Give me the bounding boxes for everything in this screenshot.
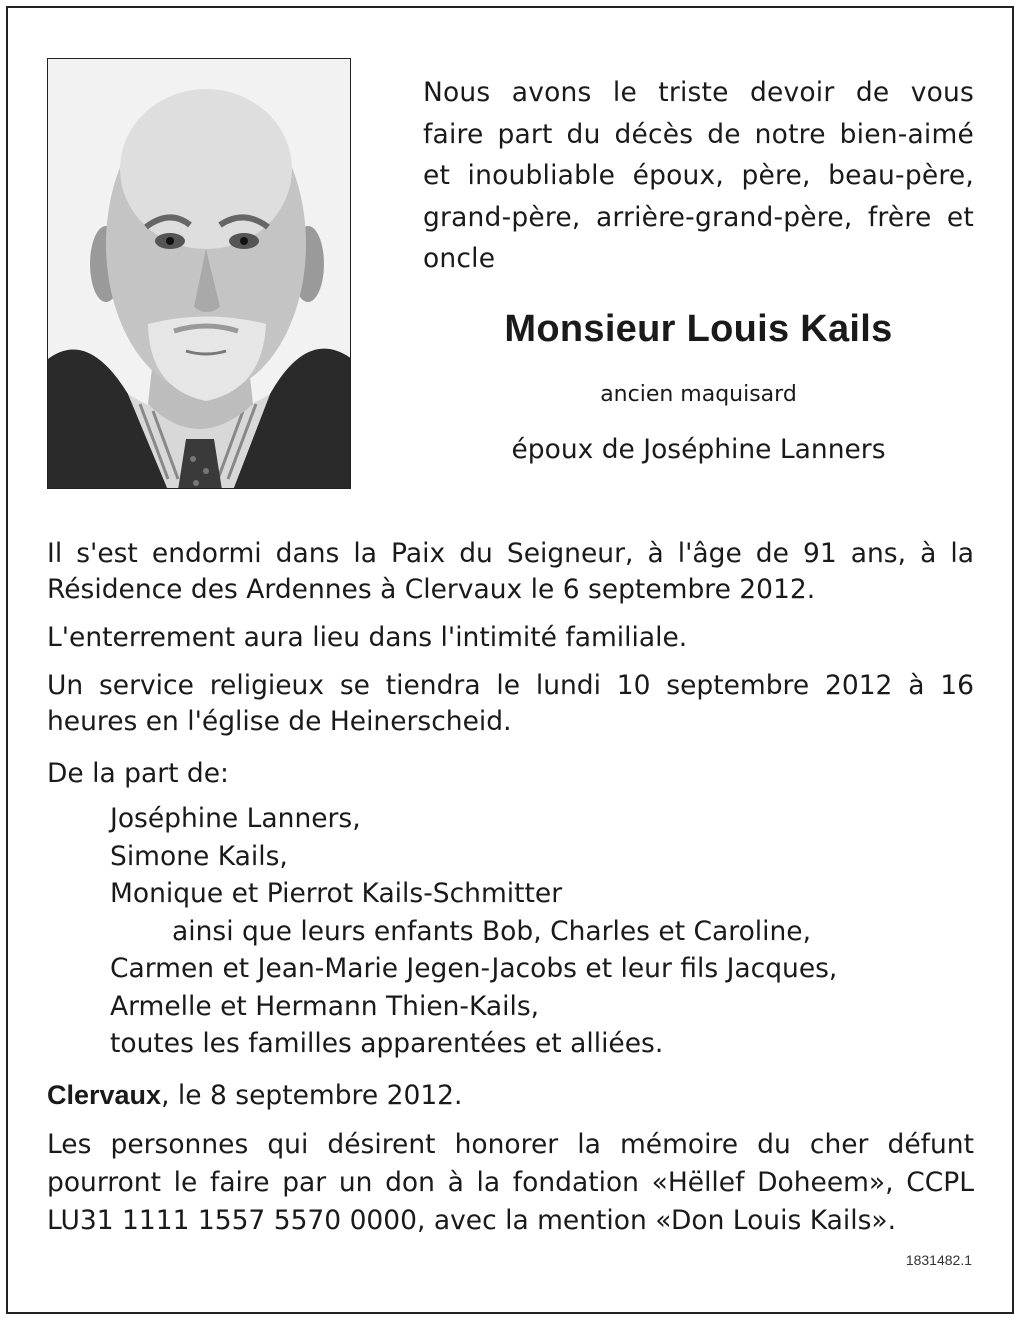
burial-paragraph: L'enterrement aura lieu dans l'intimité familiale. <box>47 622 688 653</box>
family-member: toutes les familles apparentées et alliées. <box>110 1028 664 1059</box>
family-member: Simone Kails, <box>110 840 288 872</box>
place: Clervaux <box>47 1080 162 1110</box>
portrait-photo <box>47 58 351 489</box>
announcement-intro: Nous avons le triste devoir de vous faire part du décès de notre bien-aimé et inoubliable époux, père, beau-père, grand-père, arrière-grand-père, frère et oncle <box>423 77 974 274</box>
family-intro: De la part de: <box>47 758 229 789</box>
family-member: ainsi que leurs enfants Bob, Charles et Caroline, <box>172 915 812 947</box>
reference-number: 1831482.1 <box>905 1252 972 1268</box>
place-date <box>47 1080 462 1111</box>
date: , le 8 septembre 2012. <box>161 1080 463 1111</box>
donation-paragraph: Les personnes qui désirent honorer la mémoire du cher défunt pourront le faire par un don à la fondation «Hëllef Doheem», CCPL LU31 1111 1557 5570 0000, avec la mention «Don Louis Kails». <box>47 1129 974 1236</box>
deceased-subtitle: ancien maquisard <box>600 382 797 407</box>
deceased-name: Monsieur Louis Kails <box>504 308 893 350</box>
family-list <box>110 800 970 1063</box>
spouse-line: époux de Joséphine Lanners <box>511 434 886 465</box>
family-member: Joséphine Lanners, <box>110 803 361 834</box>
death-paragraph: Il s'est endormi dans la Paix du Seigneur, à l'âge de 91 ans, à la Résidence des Ardennes à Clervaux le 6 septembre 2012. <box>47 538 974 605</box>
family-member: Carmen et Jean-Marie Jegen-Jacobs et leur fils Jacques, <box>110 953 838 984</box>
family-member: Armelle et Hermann Thien-Kails, <box>110 990 540 1022</box>
family-member: Monique et Pierrot Kails-Schmitter <box>110 878 563 909</box>
service-paragraph: Un service religieux se tiendra le lundi 10 septembre 2012 à 16 heures en l'église de Heinerscheid. <box>47 670 974 737</box>
